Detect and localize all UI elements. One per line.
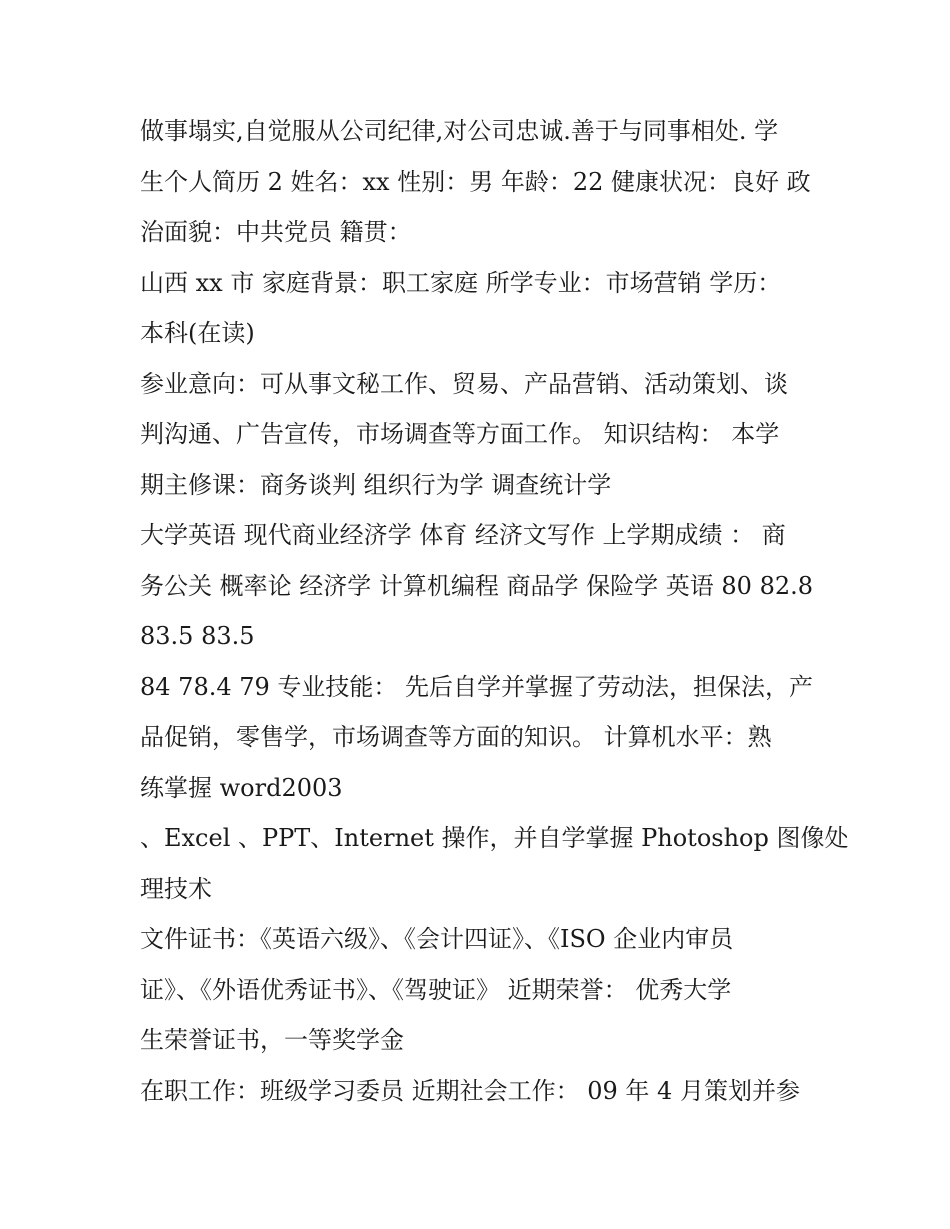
text-line: 期主修课：商务谈判 组织行为学 调查统计学	[140, 470, 612, 499]
text-line: 证》、《外语优秀证书》、《驾驶证》 近期荣誉： 优秀大学	[140, 975, 732, 1004]
text-line: 本科(在读)	[140, 319, 255, 347]
text-line: 83.5 83.5	[140, 622, 255, 650]
text-line: 山西 xx 市 家庭背景：职工家庭 所学专业：市场营销 学历：	[140, 268, 782, 297]
text-line: 理技术	[140, 874, 212, 903]
text-line: 大学英语 现代商业经济学 体育 经济文写作 上学期成绩 ： 商	[140, 521, 786, 549]
text-line: 品促销，零售学，市场调查等方面的知识。 计算机水平：熟	[140, 723, 772, 751]
text-line: 生荣誉证书，一等奖学金	[140, 1026, 404, 1054]
text-line: 判沟通、广告宣传，市场调查等方面工作。 知识结构： 本学	[140, 420, 780, 448]
text-line: 在职工作：班级学习委员 近期社会工作： 09 年 4 月策划并参	[140, 1076, 800, 1105]
document-body	[140, 106, 849, 1116]
text-line: 练掌握 word2003	[140, 773, 343, 802]
text-line: 84 78.4 79 专业技能： 先后自学并掌握了劳动法，担保法，产	[140, 672, 814, 701]
text-line: 文件证书：《英语六级》、《会计四证》、《ISO 企业内审员	[140, 925, 734, 953]
text-line: 、Excel 、PPT、Internet 操作，并自学掌握 Photoshop 图像处	[140, 824, 849, 852]
text-line: 务公关 概率论 经济学 计算机编程 商品学 保险学 英语 80 82.8	[140, 571, 814, 600]
text-line: 参业意向：可从事文秘工作、贸易、产品营销、活动策划、谈	[140, 369, 788, 398]
text-line: 生个人简历 2 姓名：xx 性别：男 年龄：22 健康状况：良好 政	[140, 167, 811, 196]
text-line: 治面貌：中共党员 籍贯：	[140, 218, 412, 246]
text-line: 做事塌实,自觉服从公司纪律,对公司忠诚.善于与同事相处. 学	[140, 117, 779, 145]
